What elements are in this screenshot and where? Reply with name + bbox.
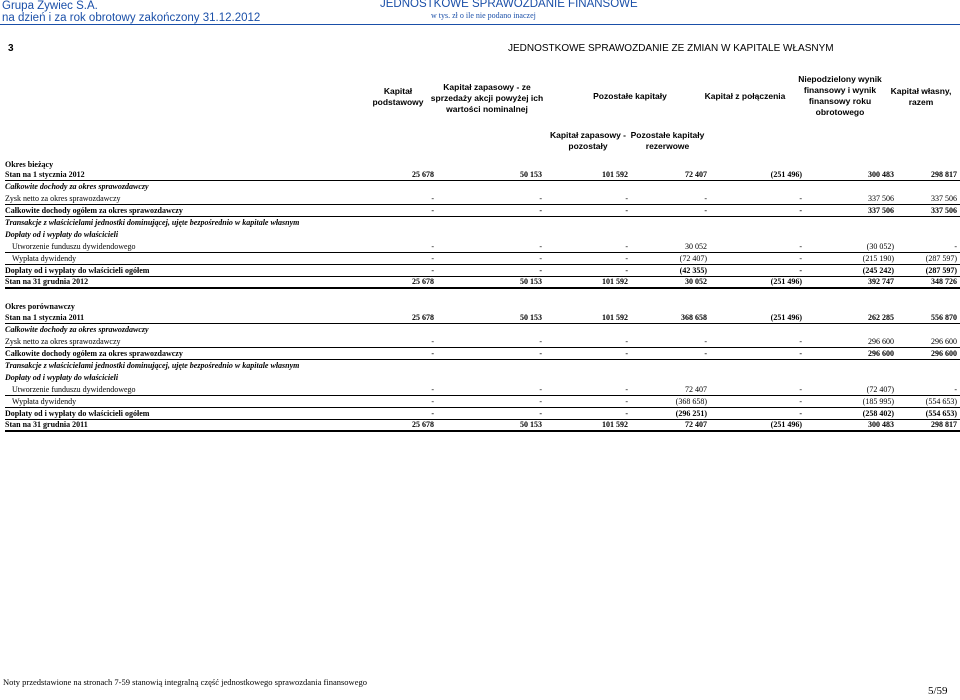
cell: - bbox=[704, 206, 707, 215]
row-label: Dopłaty od i wypłaty do właścicieli bbox=[5, 230, 119, 239]
cell: - bbox=[625, 349, 628, 358]
cell: - bbox=[799, 409, 802, 418]
cell: 556 870 bbox=[931, 313, 957, 322]
cell: - bbox=[704, 337, 707, 346]
cell: 30 052 bbox=[685, 242, 707, 251]
table-row bbox=[5, 409, 960, 420]
cell: 300 483 bbox=[868, 170, 894, 179]
cell: 50 153 bbox=[520, 420, 542, 429]
cell: 30 052 bbox=[685, 277, 707, 286]
cell: (42 355) bbox=[679, 266, 707, 275]
cell: 337 506 bbox=[868, 194, 894, 203]
cell: 337 506 bbox=[868, 206, 894, 215]
cell: (251 496) bbox=[770, 277, 802, 286]
section-title: JEDNOSTKOWE SPRAWOZDANIE ZE ZMIAN W KAPITALE WŁASNYM bbox=[508, 43, 834, 54]
col-header-retained-earnings: Niepodzielony wynik finansowy i wynik finansowy roku obrotowego bbox=[798, 74, 882, 117]
row-label: Utworzenie funduszu dywidendowego bbox=[12, 242, 136, 251]
table-row bbox=[5, 277, 960, 289]
cell: 296 600 bbox=[931, 349, 957, 358]
cell: (245 242) bbox=[862, 266, 894, 275]
reporting-period: na dzień i za rok obrotowy zakończony 31.12.2012 bbox=[2, 12, 261, 24]
cell: (258 402) bbox=[862, 409, 894, 418]
table-row bbox=[5, 230, 960, 240]
row-label: Stan na 31 grudnia 2011 bbox=[5, 420, 88, 429]
cell: - bbox=[799, 206, 802, 215]
cell: - bbox=[625, 337, 628, 346]
cell: - bbox=[625, 266, 628, 275]
table-row bbox=[5, 218, 960, 228]
document-title: JEDNOSTKOWE SPRAWOZDANIE FINANSOWE bbox=[380, 0, 638, 10]
cell: 101 592 bbox=[602, 277, 628, 286]
cell: 72 407 bbox=[685, 420, 707, 429]
cell: (251 496) bbox=[770, 313, 802, 322]
period-label: Okres bieżący bbox=[5, 160, 54, 169]
cell: - bbox=[431, 242, 434, 251]
row-label: Transakcje z właścicielami jednostki dominującej, ujęte bezpośrednio w kapitale własnym bbox=[5, 218, 300, 227]
period-label-current bbox=[5, 160, 960, 170]
cell: - bbox=[625, 206, 628, 215]
table-row bbox=[5, 194, 960, 205]
row-label: Utworzenie funduszu dywidendowego bbox=[12, 385, 136, 394]
cell: (287 597) bbox=[925, 266, 957, 275]
cell: - bbox=[431, 194, 434, 203]
cell: - bbox=[799, 266, 802, 275]
cell: 101 592 bbox=[602, 170, 628, 179]
cell: - bbox=[431, 397, 434, 406]
table-row bbox=[5, 206, 960, 217]
cell: 25 678 bbox=[412, 170, 434, 179]
cell: - bbox=[799, 254, 802, 263]
cell: - bbox=[954, 385, 957, 394]
cell: - bbox=[539, 242, 542, 251]
row-label: Dopłaty od i wypłaty do właścicieli bbox=[5, 373, 119, 382]
cell: 72 407 bbox=[685, 170, 707, 179]
cell: (296 251) bbox=[675, 409, 707, 418]
period-label-comparative bbox=[5, 302, 960, 312]
cell: (554 653) bbox=[925, 409, 957, 418]
cell: - bbox=[799, 194, 802, 203]
row-label: Wypłata dywidendy bbox=[12, 254, 77, 263]
cell: (72 407) bbox=[866, 385, 894, 394]
cell: 348 726 bbox=[931, 277, 957, 286]
cell: - bbox=[704, 349, 707, 358]
col-header-total-equity: Kapitał własny, razem bbox=[890, 86, 952, 107]
cell: 50 153 bbox=[520, 313, 542, 322]
cell: (215 190) bbox=[862, 254, 894, 263]
cell: - bbox=[799, 385, 802, 394]
row-label: Transakcje z właścicielami jednostki dominującej, ujęte bezpośrednio w kapitale własnym bbox=[5, 361, 300, 370]
col-header-other-capital: Pozostałe kapitały bbox=[593, 91, 667, 101]
cell: - bbox=[431, 385, 434, 394]
company-name: Grupa Żywiec S.A. bbox=[2, 0, 98, 12]
cell: - bbox=[799, 337, 802, 346]
cell: 298 817 bbox=[931, 170, 957, 179]
cell: - bbox=[431, 409, 434, 418]
table-row bbox=[5, 170, 960, 181]
cell: - bbox=[539, 194, 542, 203]
cell: - bbox=[431, 337, 434, 346]
cell: - bbox=[625, 397, 628, 406]
cell: 101 592 bbox=[602, 420, 628, 429]
table-row bbox=[5, 337, 960, 348]
cell: (251 496) bbox=[770, 170, 802, 179]
cell: 368 658 bbox=[681, 313, 707, 322]
table-row bbox=[5, 182, 960, 192]
cell: - bbox=[539, 337, 542, 346]
cell: 50 153 bbox=[520, 170, 542, 179]
row-label: Dopłaty od i wypłaty do właścicieli ogółem bbox=[5, 266, 150, 275]
row-label: Wypłata dywidendy bbox=[12, 397, 77, 406]
cell: 296 600 bbox=[931, 337, 957, 346]
cell: - bbox=[799, 349, 802, 358]
cell: 25 678 bbox=[412, 420, 434, 429]
cell: 72 407 bbox=[685, 385, 707, 394]
cell: - bbox=[539, 349, 542, 358]
subcol-header-reserve-capital: Pozostałe kapitały rezerwowe bbox=[630, 130, 705, 151]
row-label: Całkowite dochody za okres sprawozdawczy bbox=[5, 182, 149, 191]
unit-note: w tys. zł o ile nie podano inaczej bbox=[431, 11, 536, 20]
cell: - bbox=[539, 409, 542, 418]
cell: - bbox=[625, 409, 628, 418]
cell: (185 995) bbox=[862, 397, 894, 406]
cell: 25 678 bbox=[412, 277, 434, 286]
row-label: Całkowite dochody ogółem za okres sprawozdawczy bbox=[5, 349, 183, 358]
cell: 101 592 bbox=[602, 313, 628, 322]
table-row bbox=[5, 266, 960, 277]
period-label: Okres porównawczy bbox=[5, 302, 75, 311]
row-label: Dopłaty od i wypłaty do właścicieli ogółem bbox=[5, 409, 150, 418]
footer-note: Noty przedstawione na stronach 7-59 stanowią integralną część jednostkowego sprawozdania finansowego bbox=[3, 677, 367, 687]
cell: 25 678 bbox=[412, 313, 434, 322]
col-header-share-capital: Kapitał podstawowy bbox=[372, 86, 424, 107]
cell: - bbox=[625, 385, 628, 394]
cell: - bbox=[539, 266, 542, 275]
cell: - bbox=[431, 254, 434, 263]
cell: 392 747 bbox=[868, 277, 894, 286]
cell: - bbox=[625, 194, 628, 203]
cell: 262 285 bbox=[868, 313, 894, 322]
cell: 300 483 bbox=[868, 420, 894, 429]
table-row bbox=[5, 313, 960, 324]
cell: - bbox=[954, 242, 957, 251]
cell: 298 817 bbox=[931, 420, 957, 429]
cell: (287 597) bbox=[925, 254, 957, 263]
cell: - bbox=[431, 349, 434, 358]
cell: (251 496) bbox=[770, 420, 802, 429]
row-label: Całkowite dochody ogółem za okres sprawozdawczy bbox=[5, 206, 183, 215]
cell: - bbox=[704, 194, 707, 203]
cell: 337 506 bbox=[931, 194, 957, 203]
cell: - bbox=[539, 397, 542, 406]
table-row bbox=[5, 385, 960, 396]
subcol-header-supplementary-capital: Kapitał zapasowy - pozostały bbox=[549, 130, 627, 151]
row-label: Zysk netto za okres sprawozdawczy bbox=[5, 337, 121, 346]
table-row bbox=[5, 254, 960, 265]
cell: - bbox=[799, 242, 802, 251]
cell: - bbox=[539, 206, 542, 215]
cell: - bbox=[625, 242, 628, 251]
cell: 50 153 bbox=[520, 277, 542, 286]
table-row bbox=[5, 361, 960, 371]
cell: - bbox=[799, 397, 802, 406]
cell: - bbox=[431, 206, 434, 215]
cell: - bbox=[539, 385, 542, 394]
row-label: Stan na 1 stycznia 2012 bbox=[5, 170, 85, 179]
table-row bbox=[5, 325, 960, 335]
col-header-share-premium: Kapitał zapasowy - ze sprzedaży akcji powyżej ich wartości nominalnej bbox=[430, 82, 544, 114]
row-label: Stan na 31 grudnia 2012 bbox=[5, 277, 89, 286]
table-row bbox=[5, 397, 960, 408]
cell: (368 658) bbox=[675, 397, 707, 406]
cell: (72 407) bbox=[679, 254, 707, 263]
header-divider bbox=[0, 24, 960, 25]
col-header-merger-capital: Kapitał z połączenia bbox=[704, 91, 786, 101]
cell: - bbox=[625, 254, 628, 263]
table-row bbox=[5, 242, 960, 253]
page-number: 5/59 bbox=[928, 685, 948, 697]
cell: 337 506 bbox=[931, 206, 957, 215]
row-label: Całkowite dochody za okres sprawozdawczy bbox=[5, 325, 149, 334]
section-number: 3 bbox=[8, 43, 14, 54]
row-label: Zysk netto za okres sprawozdawczy bbox=[5, 194, 121, 203]
table-row bbox=[5, 373, 960, 383]
cell: - bbox=[539, 254, 542, 263]
cell: 296 600 bbox=[868, 349, 894, 358]
table-row bbox=[5, 420, 960, 432]
row-label: Stan na 1 stycznia 2011 bbox=[5, 313, 85, 322]
table-row bbox=[5, 349, 960, 360]
cell: (554 653) bbox=[925, 397, 957, 406]
cell: (30 052) bbox=[866, 242, 894, 251]
cell: - bbox=[431, 266, 434, 275]
cell: 296 600 bbox=[868, 337, 894, 346]
